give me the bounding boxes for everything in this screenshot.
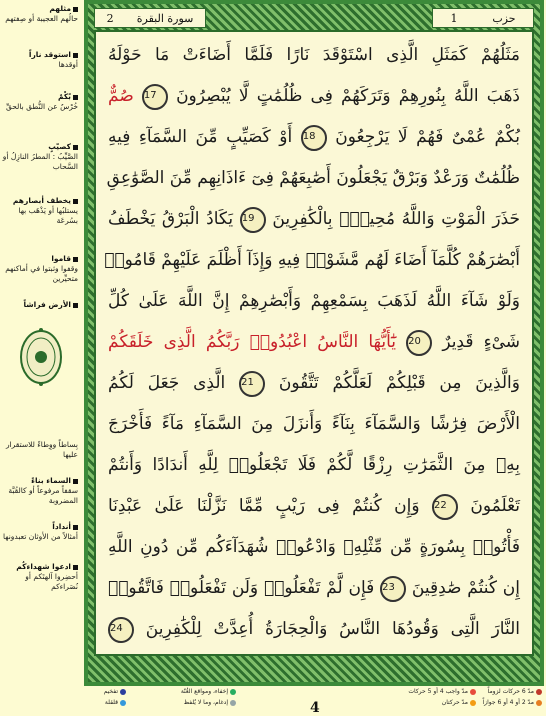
rub-medallion-icon (18, 328, 64, 386)
legend-item: مدّ واجب 4 أو 5 حركات (408, 688, 476, 695)
legend-item: مدّ 6 حركات لزوماً (488, 688, 542, 695)
bullet-icon (73, 95, 78, 100)
ayah-marker: 18 (301, 125, 327, 151)
bullet-icon (73, 145, 78, 150)
ayah-marker: 24 (108, 617, 134, 643)
bullet-icon (73, 303, 78, 308)
text-line: شَىْءٍ قَدِيرٌ 20 يَٰٓأَيُّهَا النَّاسُ اعْبُدُوا۟ رَبَّكُمُ الَّذِى خَلَقَكُمْ (108, 327, 520, 357)
text-line: مَثَلُهُمْ كَمَثَلِ الَّذِى اسْتَوْقَدَ نَارًا فَلَمَّا أَضَاءَتْ مَا حَوْلَهُ (108, 45, 520, 65)
page-number: 4 (310, 700, 320, 716)
text-line: وَلَوْ شَآءَ اللَّهُ لَذَهَبَ بِسَمْعِهِمْ وَأَبْصَٰرِهِمْ إِنَّ اللَّهَ عَلَىٰ كُلِّ (108, 291, 521, 311)
text-frame (94, 30, 534, 656)
gloss-entry: مثلهم حالُهم العجيبة أو صِفتهم (5, 4, 78, 23)
legend-dot-icon (470, 700, 476, 706)
text-line: فَأْتُوا۟ بِسُورَةٍ مِّن مِّثْلِهِۦ وَادْعُوا۟ شُهَدَآءَكُم مِّن دُونِ اللَّهِ (108, 537, 520, 557)
bullet-icon (73, 565, 78, 570)
text-line: تَعْلَمُونَ 22 وَإِن كُنتُمْ فِى رَيْبٍ مِّمَّا نَزَّلْنَا عَلَىٰ عَبْدِنَا (108, 491, 520, 521)
ayah-marker: 20 (406, 330, 432, 356)
gloss-entry: الأرض فراشاً (2, 300, 78, 310)
legend-dot-icon (230, 700, 236, 706)
legend-item: مدّ حركتان (442, 699, 476, 706)
legend-dot-icon (120, 689, 126, 695)
ayah-marker: 23 (380, 576, 406, 602)
ayah-marker: 22 (432, 494, 458, 520)
legend-item: تفخيم (104, 688, 126, 695)
legend-dot-icon (230, 689, 236, 695)
surah-name: سورة البقرة (136, 11, 194, 25)
gloss-entry: استوقد ناراً أوقدها (28, 50, 78, 69)
text-line: بُكْمٌ عُمْىٌ فَهُمْ لَا يَرْجِعُونَ 18 أَوْ كَصَيِّبٍ مِّنَ السَّمَآءِ فِيهِ (108, 122, 520, 152)
text-line: النَّارَ الَّتِى وَقُودُهَا النَّاسُ وَالْحِجَارَةُ أُعِدَّتْ لِلْكَٰفِرِينَ 24 (108, 614, 520, 644)
hizb-number: 1 (450, 11, 458, 25)
legend-item: إخفاء، ومواقع الغُنّة (181, 688, 236, 695)
glossary-sidebar (0, 0, 82, 685)
bullet-icon (73, 199, 78, 204)
text-line: إِن كُنتُمْ صَٰدِقِينَ 23 فَإِن لَّمْ تَفْعَلُوا۟ وَلَن تَفْعَلُوا۟ فَاتَّقُوا۟ (108, 573, 520, 603)
hizb-label: حزب (492, 11, 516, 25)
gloss-entry: السماء بناءً سقفاً مرفوعاً أو كالقُبَّة المضروبة (8, 476, 78, 505)
gloss-entry: بُكْمٌ خُرْسٌ عن النُّطق بالحقِّ (5, 92, 78, 111)
legend-item: مدّ 2 أو 4 أو 6 جوازاً (483, 699, 543, 706)
text-line: وَالَّذِينَ مِن قَبْلِكُمْ لَعَلَّكُمْ تَتَّقُونَ 21 الَّذِى جَعَلَ لَكُمُ (108, 368, 520, 398)
text-line: بِهِۦ مِنَ الثَّمَرَٰتِ رِزْقًا لَّكُمْ فَلَا تَجْعَلُوا۟ لِلَّهِ أَندَادًا وَأَنتُمْ (108, 455, 520, 475)
bullet-icon (73, 479, 78, 484)
legend-dot-icon (470, 689, 476, 695)
text-line: ظُلُمَٰتٌ وَرَعْدٌ وَبَرْقٌ يَجْعَلُونَ أَصَٰبِعَهُمْ فِىٓ ءَاذَانِهِم مِّنَ الصَّوَٰعِقِ (106, 168, 520, 188)
gloss-entry: قاموا وقفوا وثبتوا في أماكنهم متحيِّرين (5, 254, 78, 283)
ayah-marker: 19 (240, 207, 266, 233)
surah-header (94, 8, 206, 28)
gloss-entry: بِساطاً ووِطاءً للاستقرار عليها (5, 440, 78, 459)
legend-dot-icon (536, 689, 542, 695)
page-top-number: 2 (106, 11, 114, 25)
gloss-entry: كصيّبٍ الصَّيِّبُ : المطرُ النازِلُ أو السَّحاب (2, 142, 78, 171)
legend-item: إدغام، وما لا يُلفظ (184, 699, 236, 706)
tajweed-legend (0, 686, 546, 715)
legend-item: قلقلة (105, 699, 126, 706)
gloss-entry: يخطف أبصارهم يستلبُها أو يَذْهَب بها بسُرعَة (12, 196, 78, 225)
gloss-entry: أنداداً أمثالاً من الأوثان تعبدونها (2, 522, 78, 541)
text-line: أَبْصَٰرَهُمْ كُلَّمَآ أَضَاءَ لَهُم مَّشَوْا۟ فِيهِ وَإِذَآ أَظْلَمَ عَلَيْهِمْ قَامُوا۟ (104, 250, 520, 270)
hizb-header (432, 8, 534, 28)
bullet-icon (73, 525, 78, 530)
legend-dot-icon (120, 700, 126, 706)
legend-dot-icon (536, 700, 542, 706)
ayah-marker: 21 (239, 371, 265, 397)
bullet-icon (73, 7, 78, 12)
text-line: حَذَرَ الْمَوْتِ وَاللَّهُ مُحِيطٌۢ بِالْكَٰفِرِينَ 19 يَكَادُ الْبَرْقُ يَخْطَفُ (108, 204, 520, 234)
mushaf-page (84, 0, 544, 686)
text-line: الْأَرْضَ فِرَٰشًا وَالسَّمَآءَ بِنَآءً وَأَنزَلَ مِنَ السَّمَآءِ مَآءً فَأَخْرَجَ (108, 414, 520, 434)
gloss-entry: ادعوا شهداءكُم أحضِروا آلهتَكم أو نُصَراءكم (16, 562, 78, 591)
text-line: ذَهَبَ اللَّهُ بِنُورِهِمْ وَتَرَكَهُمْ فِى ظُلُمَٰتٍ لَّا يُبْصِرُونَ 17 صُمٌّ (108, 81, 520, 111)
ayah-marker: 17 (142, 84, 168, 110)
page-header (94, 8, 534, 28)
bullet-icon (73, 53, 78, 58)
bullet-icon (73, 257, 78, 262)
